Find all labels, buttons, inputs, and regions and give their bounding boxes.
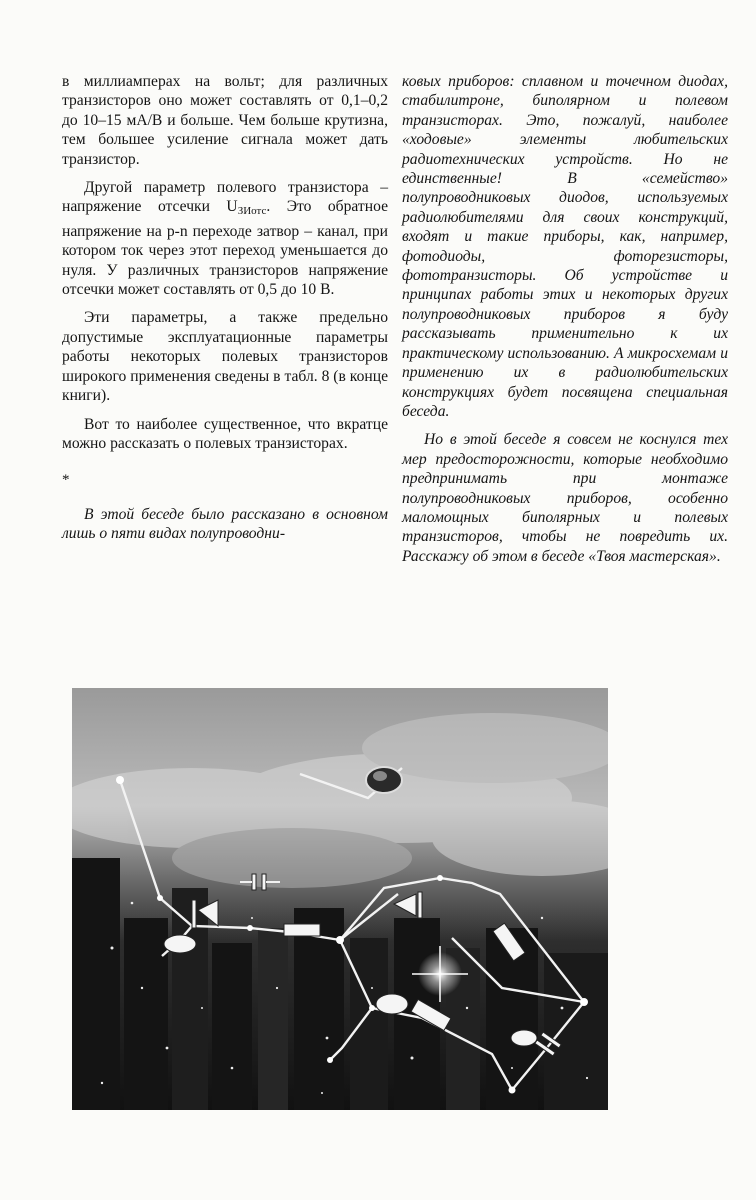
capacitor-icon: [252, 874, 256, 890]
paragraph-conclusion-start: В этой беседе было рассказано в основном лишь о пяти видах полупроводни-: [62, 505, 388, 543]
paragraph-cutoff-voltage: [62, 178, 388, 299]
left-column: [62, 72, 388, 553]
illustration-constellation: [72, 688, 608, 1110]
paragraph-conclusion-continued: ковых приборов: сплавном и точечном диодах, стабилитроне, биполярном и полевом транзисторах. Это, пожалуй, наиболее «ходовые» элементы любительских радиотехнических устройств. Но не единственные! В «семейство» полупроводниковых диодов, используемых радиолюбителями для своих конструкций, входят и такие приборы, как, например, фотодиоды, фоторезисторы, фототранзисторы. Об устройстве и принципах работы этих и некоторых других полупроводниковых приборов я буду рассказывать применительно к их практическому использованию. А микросхемам и применению их в радиолюбительских конструкциях будет посвящена специальная беседа.: [402, 73, 728, 420]
resistor-icon: [284, 924, 320, 936]
right-column: [402, 72, 728, 575]
paragraph-summary: Вот то наиболее существенное, что вкратце можно рассказать о полевых транзисторах.: [62, 415, 388, 452]
transistor-icon-2: [376, 994, 408, 1014]
paragraph-table-reference: Эти параметры, а также предельно допустимые эксплуатационные параметры работы некоторых полевых транзисторов широкого применения сведены в табл. 8 (в конце книги).: [62, 309, 388, 405]
transistor-icon-3: [511, 1030, 537, 1046]
cutoff-text-a: Другой параметр полевого транзистора – напряжение отсечки U: [62, 179, 388, 216]
cutoff-subscript: ЗИотс: [237, 205, 267, 218]
paragraph-precautions: Но в этой беседе я совсем не коснулся тех мер предосторожности, которые необходимо предпринимать при монтаже полупроводниковых приборов, особенно маломощных биполярных и полевых транзисторов, чтобы не повредить их. Расскажу об этом в беседе «Твоя мастерская».: [402, 431, 728, 565]
section-separator: *: [62, 472, 70, 489]
illustration-svg: [72, 688, 608, 1110]
cutoff-text-b: . Это обратное напряжение на p-n переходе затвор – канал, при котором ток через этот переход уменьшается до нуля. У различных транзисторов напряжение отсечки может составлять от 0,5 до 10 В.: [62, 198, 388, 299]
paragraph-transconductance: в миллиамперах на вольт; для различных транзисторов оно может составлять от 0,1–0,2 до 10–15 мА/В и больше. Чем больше крутизна, тем большее усиление сигнала может дать транзистор.: [62, 73, 388, 168]
transistor-icon: [164, 935, 196, 953]
